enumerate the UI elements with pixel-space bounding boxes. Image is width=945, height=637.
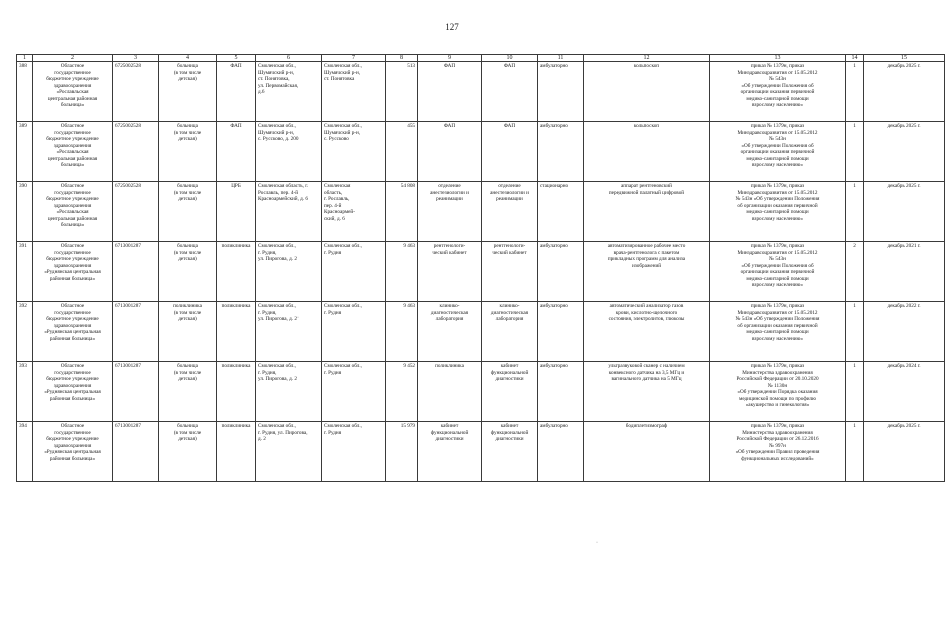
column-number: 14 (846, 55, 864, 62)
column-number: 13 (710, 55, 846, 62)
column-number: 12 (584, 55, 710, 62)
cell-address: Смоленская обл., Шумячский р-н, ст. Понятовка, ул. Первомайская, д.6 (256, 62, 322, 122)
cell-equipment: автоматизированное рабочее место врача-рентгенолога с пакетом прикладных программ для анализа изображений (584, 242, 710, 302)
cell-equipment: автоматический анализатор газов крови, кислотно-щелочного состояния, электролитов, глюкозы (584, 302, 710, 362)
cell-org: Областное государственное бюджетное учреждение здравоохранения «Руднянская центральная районная больница» (33, 422, 113, 482)
cell-population: 513 (386, 62, 418, 122)
header-row (17, 55, 945, 62)
cell-qty: 1 (846, 422, 864, 482)
cell-dept1: поликлиника (418, 362, 482, 422)
cell-qty: 1 (846, 62, 864, 122)
cell-inn: 6725002528 (113, 182, 159, 242)
cell-unit: ЦРБ (217, 182, 256, 242)
cell-date: декабрь 2025 г. (864, 62, 945, 122)
scan-speck: · (596, 540, 598, 546)
cell-org: Областное государственное бюджетное учреждение здравоохранения «Руднянская центральная районная больница» (33, 242, 113, 302)
column-number: 8 (386, 55, 418, 62)
cell-qty: 1 (846, 302, 864, 362)
cell-facility: поликлиника (в том числе детская) (159, 302, 217, 362)
table-row (17, 182, 945, 242)
cell-dept2: отделение анестезиологии и реанимации (482, 182, 538, 242)
cell-dept1: ФАП (418, 122, 482, 182)
cell-num: 389 (17, 122, 33, 182)
cell-order: приказ № 1379н, приказ Минздравсоцразвития от 15.05.2012 № 543н «Об утверждении Положения об организации оказания первичной медико-санитарной помощи взрослому населению» (710, 62, 846, 122)
cell-org: Областное государственное бюджетное учреждение здравоохранения «Рославльская центральная районная больница» (33, 182, 113, 242)
cell-num: 393 (17, 362, 33, 422)
column-number: 11 (538, 55, 584, 62)
cell-dept1: клинико- диагностическая лаборатория (418, 302, 482, 362)
cell-equipment: ультразвуковой сканер с наличием конвексного датчика на 3,5 МГц и вагинального датчика на 5 МГц (584, 362, 710, 422)
cell-date: декабрь 2025 г. (864, 122, 945, 182)
cell-unit: поликлиника (217, 302, 256, 362)
cell-dept2: ФАП (482, 122, 538, 182)
cell-dept2: рентгенологи- ческий кабинет (482, 242, 538, 302)
cell-address: Смоленская обл., г. Рудня, ул. Пирогова, д. 2 (256, 242, 322, 302)
cell-facility: больница (в том числе детская) (159, 182, 217, 242)
column-number: 1 (17, 55, 33, 62)
cell-population: 9 463 (386, 242, 418, 302)
cell-population: 54 808 (386, 182, 418, 242)
column-number: 5 (217, 55, 256, 62)
cell-date: декабрь 2022 г. (864, 302, 945, 362)
table-row (17, 422, 945, 482)
cell-inn: 6725002528 (113, 62, 159, 122)
cell-location: Смоленская обл., Шумячский р-н, ст. Понятовка (322, 62, 386, 122)
cell-inn: 6713001287 (113, 422, 159, 482)
cell-location: Смоленская область, г. Рославль, пер. 4-й Красноармей- ский, д. 6 (322, 182, 386, 242)
cell-num: 391 (17, 242, 33, 302)
cell-inn: 6713001287 (113, 302, 159, 362)
cell-dept1: отделение анестезиологии и реанимации (418, 182, 482, 242)
cell-dept2: кабинет функциональной диагностики (482, 362, 538, 422)
cell-address: Смоленская область, г. Рославль, пер. 4-й Красноармейский, д. 6 (256, 182, 322, 242)
cell-dept2: клинико- диагностическая лаборатория (482, 302, 538, 362)
cell-population: 15 979 (386, 422, 418, 482)
cell-order: приказ № 1379н, приказ Министерства здравоохранения Российской Федерации от 20.10.2020 № 1130н «Об утверждении Порядка оказания медицинской помощи по профилю «акушерство и гинекология» (710, 362, 846, 422)
cell-dept1: кабинет функциональной диагностики (418, 422, 482, 482)
cell-dept2: кабинет функциональной диагностики (482, 422, 538, 482)
cell-org: Областное государственное бюджетное учреждение здравоохранения «Руднянская центральная районная больница» (33, 362, 113, 422)
cell-inn: 6713001287 (113, 362, 159, 422)
cell-location: Смоленская обл., Шумячский р-н, с. Руссково (322, 122, 386, 182)
table-row (17, 62, 945, 122)
cell-org: Областное государственное бюджетное учреждение здравоохранения «Руднянская центральная районная больница» (33, 302, 113, 362)
cell-facility: больница (в том числе детская) (159, 122, 217, 182)
cell-location: Смоленская обл., г. Рудня (322, 422, 386, 482)
cell-num: 390 (17, 182, 33, 242)
column-number: 3 (113, 55, 159, 62)
cell-care: амбулаторно (538, 122, 584, 182)
cell-inn: 6713001287 (113, 242, 159, 302)
cell-qty: 1 (846, 122, 864, 182)
cell-care: амбулаторно (538, 362, 584, 422)
cell-address: Смоленская обл., г. Рудня, ул. Пирогова, д. 2 (256, 362, 322, 422)
cell-num: 394 (17, 422, 33, 482)
cell-unit: поликлиника (217, 362, 256, 422)
cell-address: Смоленская обл., г. Рудня, ул. Пирогова, д. 2 (256, 302, 322, 362)
cell-location: Смоленская обл., г. Рудня (322, 242, 386, 302)
cell-facility: больница (в том числе детская) (159, 242, 217, 302)
column-number: 4 (159, 55, 217, 62)
column-number: 6 (256, 55, 322, 62)
equipment-table (16, 54, 945, 482)
cell-care: амбулаторно (538, 62, 584, 122)
column-number: 9 (418, 55, 482, 62)
column-number: 7 (322, 55, 386, 62)
column-number: 2 (33, 55, 113, 62)
cell-qty: 2 (846, 242, 864, 302)
cell-num: 392 (17, 302, 33, 362)
cell-equipment: бодиплетизмограф (584, 422, 710, 482)
cell-qty: 1 (846, 182, 864, 242)
cell-org: Областное государственное бюджетное учреждение здравоохранения «Рославльская центральная районная больница» (33, 62, 113, 122)
cell-facility: больница (в том числе детская) (159, 362, 217, 422)
cell-order: приказ № 1379н, приказ Минздравсоцразвития от 15.05.2012 № 543н «Об утверждении Положения об организации оказания первичной медико-санитарной помощи взрослому населению» (710, 182, 846, 242)
cell-care: амбулаторно (538, 242, 584, 302)
cell-dept2: ФАП (482, 62, 538, 122)
scan-speck: · (297, 315, 299, 321)
cell-date: декабрь 2024 г. (864, 362, 945, 422)
cell-date: декабрь 2021 г. (864, 242, 945, 302)
cell-date: декабрь 2025 г. (864, 422, 945, 482)
page-number: 127 (445, 22, 459, 32)
cell-equipment: аппарат рентгеновский передвижной палатный цифровой (584, 182, 710, 242)
cell-equipment: кольпоскоп (584, 62, 710, 122)
cell-order: приказ № 1379н, приказ Минздравсоцразвития от 15.05.2012 № 543н «Об утверждении Положения об организации оказания первичной медико-санитарной помощи взрослому населению» (710, 302, 846, 362)
table-row (17, 242, 945, 302)
column-number: 10 (482, 55, 538, 62)
cell-address: Смоленская обл., г. Рудня, ул. Пирогова, д. 2 (256, 422, 322, 482)
cell-qty: 1 (846, 362, 864, 422)
cell-unit: ФАП (217, 62, 256, 122)
cell-date: декабрь 2025 г. (864, 182, 945, 242)
cell-equipment: кольпоскоп (584, 122, 710, 182)
cell-population: 9 463 (386, 302, 418, 362)
cell-order: приказ № 1379н, приказ Министерства здравоохранения Российской Федерации от 26.12.2016 № 997н «Об утверждении Правил проведения функциональных исследований» (710, 422, 846, 482)
table-row (17, 362, 945, 422)
column-number: 15 (864, 55, 945, 62)
cell-unit: поликлиника (217, 422, 256, 482)
cell-care: амбулаторно (538, 422, 584, 482)
cell-population: 9 452 (386, 362, 418, 422)
cell-dept1: ФАП (418, 62, 482, 122)
cell-facility: больница (в том числе детская) (159, 422, 217, 482)
cell-num: 388 (17, 62, 33, 122)
cell-care: стационарно (538, 182, 584, 242)
table-row (17, 302, 945, 362)
table-row (17, 122, 945, 182)
cell-address: Смоленская обл., Шумячский р-н, с. Руссково, д. 200 (256, 122, 322, 182)
cell-population: 455 (386, 122, 418, 182)
cell-dept1: рентгенологи- ческий кабинет (418, 242, 482, 302)
cell-facility: больница (в том числе детская) (159, 62, 217, 122)
cell-org: Областное государственное бюджетное учреждение здравоохранения «Рославльская центральная районная больница» (33, 122, 113, 182)
cell-location: Смоленская обл., г. Рудня (322, 362, 386, 422)
cell-order: приказ № 1379н, приказ Минздравсоцразвития от 15.05.2012 № 543н «Об утверждении Положения об организации оказания первичной медико-санитарной помощи взрослому населению» (710, 242, 846, 302)
cell-unit: поликлиника (217, 242, 256, 302)
cell-order: приказ № 1379н, приказ Минздравсоцразвития от 15.05.2012 № 543н «Об утверждении Положения об организации оказания первичной медико-санитарной помощи взрослому населению» (710, 122, 846, 182)
cell-unit: ФАП (217, 122, 256, 182)
cell-inn: 6725002528 (113, 122, 159, 182)
cell-care: амбулаторно (538, 302, 584, 362)
cell-location: Смоленская обл., г. Рудня (322, 302, 386, 362)
